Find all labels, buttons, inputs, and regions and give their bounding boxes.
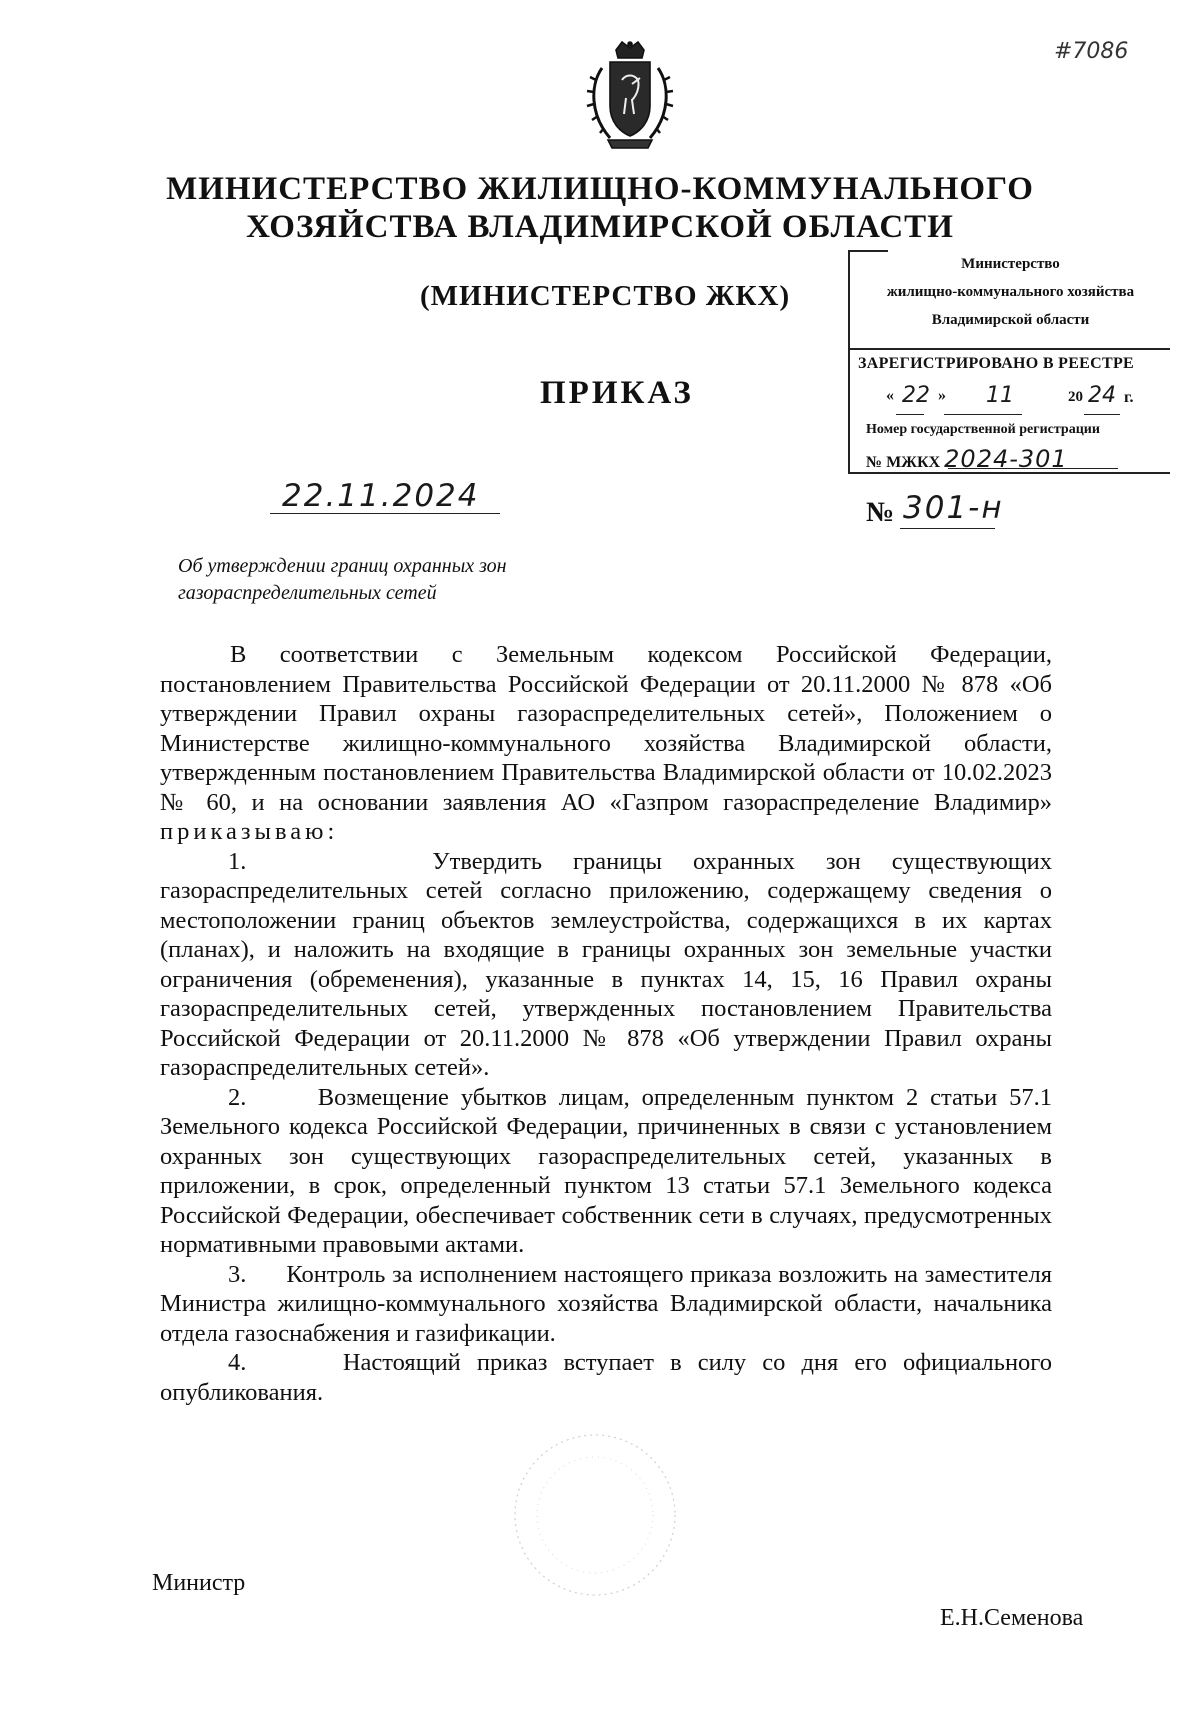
order-word: приказываю: [160, 818, 339, 845]
stamp-line-2: жилищно-коммунального хозяйства [886, 284, 1135, 300]
order-body [160, 640, 1052, 1407]
item-1-number: 1. [228, 847, 247, 875]
order-item-2 [160, 1083, 1052, 1260]
order-date: 22.11.2024 [282, 478, 480, 514]
preamble-paragraph [160, 640, 1052, 847]
stamp-registration-number-label: Номер государственной регистрации [866, 422, 1100, 437]
stamp-date-year-unit: г. [1124, 389, 1134, 406]
subject-line-1: Об утверждении границ охранных зон [178, 555, 507, 577]
preamble-text: В соответствии с Земельным кодексом Российской Федерации, постановлением Правительства Российской Федерации от 20.11.2000 № 878 «Об утверждении Правил охраны газораспределительных сетей», Положением о Министерстве жилищно-коммунального хозяйства Владимирской области, утвержденным постановлением Правительства Владимирской области от 10.02.2023 № 60, и на основании заявления АО «Газпром газораспределение Владимир» [160, 641, 1052, 816]
svg-text:#7086: #7086 [1054, 39, 1129, 64]
order-item-1 [160, 847, 1052, 1083]
document-type-title: ПРИКАЗ [540, 375, 694, 411]
item-2-number: 2. [228, 1083, 247, 1111]
order-number: 301-н [903, 490, 1004, 526]
faint-seal-impression [505, 1420, 685, 1610]
stamp-date-year-prefix: 20 [1068, 389, 1083, 405]
item-4-text: Настоящий приказ вступает в силу со дня его официального опубликования. [160, 1349, 1053, 1406]
item-3-text: Контроль за исполнением настоящего приказа возложить на заместителя Министра жилищно-коммунального хозяйства Владимирской области, начальника отдела газоснабжения и газификации. [160, 1260, 1052, 1347]
order-subject [178, 553, 598, 607]
signatory-title: Министр [152, 1570, 246, 1596]
stamp-registration-date [886, 385, 1166, 415]
item-4-number: 4. [228, 1349, 247, 1376]
stamp-date-day: 22 [902, 383, 930, 408]
signatory-name: Е.Н.Семенова [940, 1605, 1084, 1631]
organization-title-line2: ХОЗЯЙСТВА ВЛАДИМИРСКОЙ ОБЛАСТИ [246, 209, 954, 245]
organization-title-line1: МИНИСТЕРСТВО ЖИЛИЩНО-КОММУНАЛЬНОГО [166, 171, 1034, 207]
organization-short-name: (МИНИСТЕРСТВО ЖКХ) [420, 280, 791, 312]
item-1-text: Утвердить границы охранных зон существующих газораспределительных сетей согласно приложению, содержащему сведения о местоположении границ объектов землеустройства, содержащихся в их картах (планах), и наложить на входящие в границы охранных зон земельные участки ограничения (обременения), указанные в пунктах 14, 15, 16 Правил охраны газораспределительных сетей, утвержденных постановлением Правительства Российской Федерации от 20.11.2000 № 878 «Об утверждении Правил охраны газораспределительных сетей». [160, 847, 1053, 1081]
stamp-date-close-quote: » [938, 387, 946, 404]
registration-stamp [848, 250, 1173, 480]
stamp-date-year-suffix: 24 [1088, 383, 1116, 408]
item-2-text: Возмещение убытков лицам, определенным пунктом 2 статьи 57.1 Земельного кодекса Российской Федерации, причиненных в связи с установлением охранных зон существующих газораспределительных сетей, указанных в приложении, в срок, определенный пунктом 13 статьи 57.1 Земельного кодекса Российской Федерации, обеспечивает собственник сети в случаях, предусмотренных нормативными правовыми актами. [160, 1083, 1052, 1258]
stamp-line-1: Министерство [961, 256, 1060, 272]
stamp-line-3: Владимирской области [931, 312, 1090, 328]
stamp-date-month: 11 [986, 383, 1014, 408]
stamp-number-prefix: № МЖКХ [866, 454, 941, 471]
stamp-date-open-quote: « [886, 387, 894, 404]
stamp-number-value: 2024-301 [944, 445, 1068, 473]
subject-line-2: газораспределительных сетей [178, 582, 437, 604]
order-item-4 [160, 1348, 1052, 1407]
handwritten-corner-mark [1050, 30, 1170, 70]
order-number-label: № [866, 497, 895, 528]
order-item-3 [160, 1260, 1052, 1349]
stamp-registered-label: ЗАРЕГИСТРИРОВАНО В РЕЕСТРЕ [858, 355, 1135, 372]
coat-of-arms-emblem [582, 40, 678, 152]
item-3-number: 3. [228, 1260, 247, 1288]
